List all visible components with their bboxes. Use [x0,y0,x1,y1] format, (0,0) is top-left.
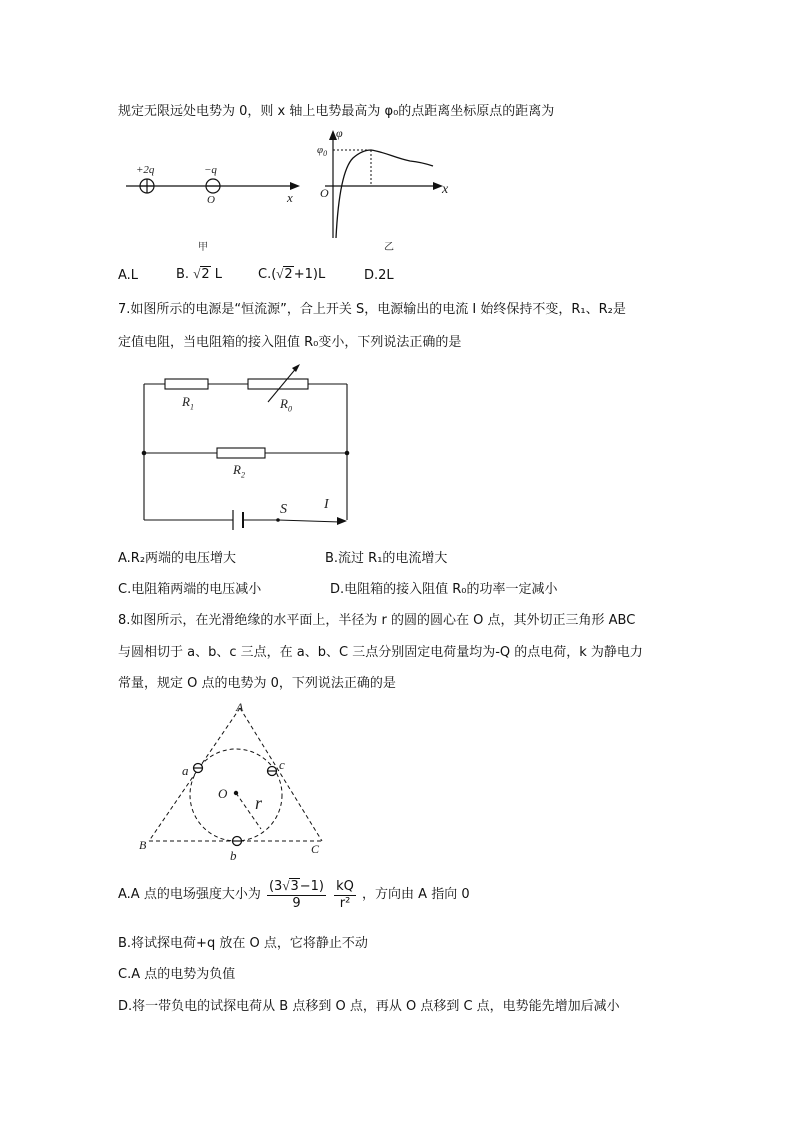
label-vertex-C: C [311,842,320,856]
q8-line1: 8.如图所示，在光滑绝缘的水平面上，半径为 r 的圆的圆心在 O 点，其外切正三角形 ABC [118,613,636,628]
label-origin-left: O [207,194,215,206]
q8-option-c: C.A 点的电势为负值 [118,967,236,982]
label-point-b: b [230,848,237,863]
switch-blade [278,520,340,522]
fraction-kq-r2: $\frac{kQ}{\text{r²}}$ [336,878,354,911]
q6-option-a: A.L [118,268,139,283]
fraction-coefficient: $\frac{(3√3-1)}{9}$ [268,878,324,911]
label-r2: $R_2$ [233,462,245,480]
label-switch-s: S [280,502,287,517]
label-origin-right: O [320,186,329,200]
q8-option-a: A.A 点的电场强度大小为 $\frac{(3√3-1)}{9}$ $\frac{kQ}{\text{r²}}$ ，方向由 A 指向 0 [118,878,470,911]
caption-yi: 乙 [384,242,394,253]
q7-option-a: A.R₂两端的电压增大 [118,551,237,566]
label-x-left: x [287,190,293,205]
label-radius-r: r [255,793,263,813]
side-AC [240,708,322,841]
label-phi0: $\varphi_0$ [317,144,328,159]
q8-option-b: B.将试探电荷+q 放在 O 点，它将静止不动 [118,936,368,951]
q8-line2: 与圆相切于 a、b、c 三点，在 a、b、C 三点分别固定电荷量均为-Q 的点电荷，k 为静电力 [118,645,643,660]
q6-intro: 规定无限远处电势为 0，则 x 轴上电势最高为 φ₀的点距离坐标原点的距离为 [118,104,555,119]
label-point-a: a [182,763,189,778]
q8-line3: 常量，规定 O 点的电势为 0，下列说法正确的是 [118,676,396,691]
label-current-i: I [324,497,329,512]
potential-curve [336,150,433,238]
label-point-c: c [279,757,285,772]
q7-line1: 7.如图所示的电源是“恒流源”，合上开关 S，电源输出的电流 I 始终保持不变，R₁、R₂是 [118,302,626,317]
label-vertex-A: A [236,700,244,714]
resistor-box-r0 [248,379,308,389]
q7-option-d: D.电阻箱的接入阻值 R₀的功率一定减小 [330,582,558,597]
q7-option-b: B.流过 R₁的电流增大 [325,551,448,566]
label-center-O: O [218,786,228,801]
x-axis-arrow [290,182,300,190]
label-vertex-B: B [139,838,147,852]
q7-line2: 定值电阻，当电阻箱的接入阻值 R₀变小，下列说法正确的是 [118,335,462,350]
q6-figure-charges [118,150,318,220]
label-r1: $R_1$ [182,394,194,412]
q7-option-c: C.电阻箱两端的电压减小 [118,582,262,597]
label-r0: $R_0$ [280,396,292,414]
label-x-right: x [442,182,449,197]
resistor-r1 [165,379,208,389]
q6-figure-potential-graph [315,128,455,243]
resistor-r2 [217,448,265,458]
label-minus-q: −q [204,164,217,176]
q8-option-d: D.将一带负电的试探电荷从 B 点移到 O 点，再从 O 点移到 C 点，电势能先增加后减小 [118,999,620,1014]
label-phi-axis: φ [336,126,343,140]
q7-circuit-diagram [140,362,355,532]
q6-option-c: C.(√2+1)L [258,266,326,282]
side-AB [149,708,240,841]
q6-option-b: B. √2 L [176,266,223,282]
current-arrow [337,517,347,525]
caption-jia: 甲 [198,242,208,253]
q8-triangle-circle-figure [140,700,340,860]
q6-option-d: D.2L [364,268,394,283]
label-plus-2q: +2q [136,164,155,176]
